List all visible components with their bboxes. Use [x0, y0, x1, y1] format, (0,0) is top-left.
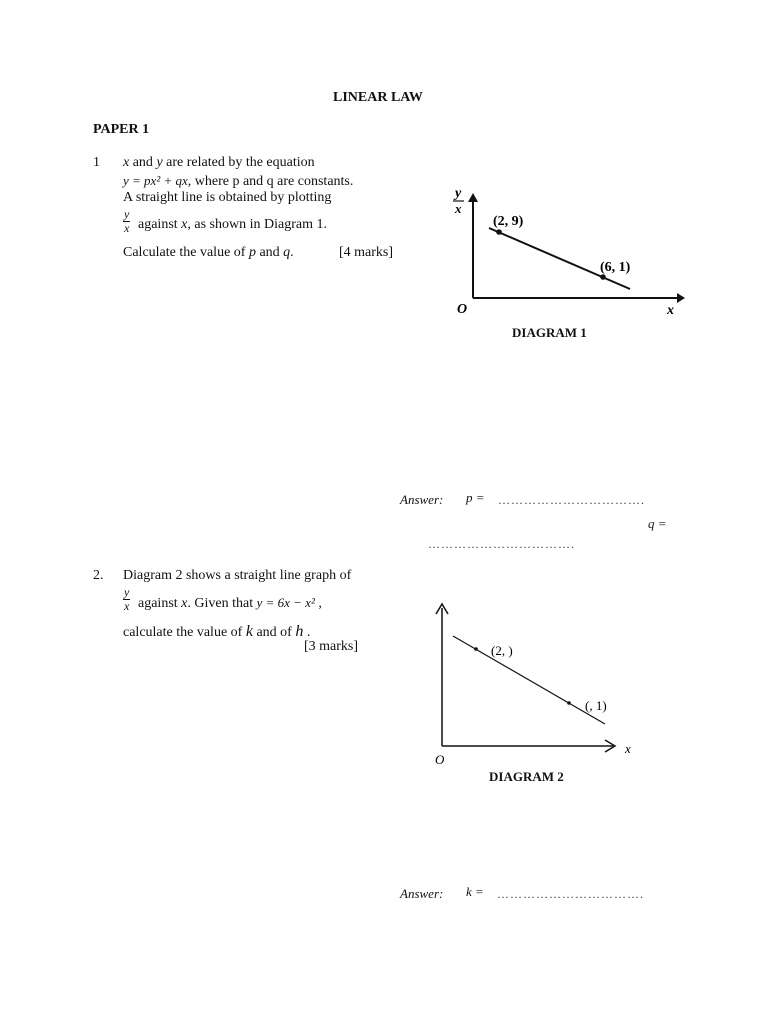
q2-fraction	[123, 586, 130, 613]
d2-x-label: x	[625, 741, 631, 756]
q1-calc-pre: Calculate the value of	[123, 245, 249, 260]
q1-line3: A straight line is obtained by plotting	[123, 190, 332, 205]
q2-against: against	[138, 596, 182, 611]
q1-line1-and: and	[129, 155, 157, 170]
d1-x-label: x	[667, 303, 674, 318]
d1-point-2	[600, 274, 606, 280]
q1-calc-q: q	[283, 245, 291, 260]
q2-answer-k-dots: …………………………….	[497, 887, 644, 901]
d1-point-1-label: (2, 9)	[493, 214, 524, 229]
d2-origin-label: O	[435, 752, 445, 767]
d1-point-2-label: (6, 1)	[600, 260, 631, 275]
q1-against-var: x	[181, 217, 188, 232]
q1-line1-end: are related by the equation	[162, 155, 315, 170]
d1-x-arrow-icon	[677, 293, 685, 303]
d1-y-label-num: y	[455, 186, 462, 201]
q1-frac-num: y	[124, 207, 130, 221]
q1-answer-q-label: q =	[648, 516, 667, 531]
q1-answer-label: Answer:	[400, 492, 444, 507]
d2-point-2-label: (, 1)	[585, 698, 607, 713]
q1-against-rest: , as shown in Diagram 1.	[187, 217, 327, 232]
d1-y-arrow-icon	[468, 193, 478, 202]
q2-calc-pre: calculate the value of	[123, 625, 246, 640]
q1-line4	[138, 217, 327, 233]
q2-marks: [3 marks]	[304, 639, 359, 654]
q2-frac-den: x	[124, 599, 130, 613]
q1-calc-and: and	[255, 245, 284, 260]
q2-given: . Given that	[187, 596, 257, 611]
q2-answer-label: Answer:	[400, 886, 444, 901]
page-title: LINEAR LAW	[333, 90, 423, 105]
q1-calc-dot: .	[290, 245, 294, 260]
q2-frac-num: y	[124, 585, 130, 599]
q1-frac-den: x	[124, 221, 130, 235]
q2-line3	[123, 623, 310, 641]
q1-var-y: y	[156, 155, 163, 170]
q2-line2	[138, 595, 322, 612]
q2-number: 2.	[93, 568, 104, 583]
q1-marks: [4 marks]	[339, 245, 394, 260]
q2-and-of: and of	[252, 625, 296, 640]
q1-line1	[123, 155, 315, 171]
q1-line5	[123, 245, 294, 261]
q1-equation-rest: , where p and q are constants.	[187, 174, 354, 189]
paper-heading: PAPER 1	[93, 122, 150, 137]
diagram2-caption: DIAGRAM 2	[489, 769, 564, 784]
q1-answer-p-dots: …………………………….	[498, 493, 645, 507]
d2-point-1-label: (2, )	[491, 643, 513, 658]
q1-line2	[123, 173, 353, 190]
q1-answer-p-label: p =	[466, 490, 485, 505]
d1-point-1	[496, 229, 502, 235]
q1-against: against	[138, 217, 182, 232]
d1-line	[489, 228, 630, 289]
q2-var-k: k	[245, 623, 253, 640]
diagram2-graph	[415, 598, 645, 773]
q2-equation-end: ,	[314, 596, 322, 611]
d1-origin-label: O	[457, 302, 468, 317]
q1-equation: y = px² + qx	[123, 173, 188, 188]
d2-point-1	[474, 647, 478, 651]
q2-dot: .	[303, 625, 311, 640]
diagram1-graph	[445, 180, 690, 320]
q2-against-var: x	[181, 596, 188, 611]
q1-fraction	[123, 208, 130, 235]
q2-answer-k-label: k =	[466, 884, 484, 899]
d1-y-label-den: x	[455, 201, 462, 216]
q2-equation: y = 6x − x²	[256, 595, 315, 610]
q2-var-h: h	[295, 623, 304, 640]
d2-point-2	[567, 701, 571, 705]
q2-line1: Diagram 2 shows a straight line graph of	[123, 568, 352, 583]
diagram1-caption: DIAGRAM 1	[512, 325, 587, 340]
q1-number: 1	[93, 155, 100, 170]
q1-answer-q-dots: …………………………….	[428, 537, 575, 551]
q1-var-x: x	[123, 155, 130, 170]
q1-calc-p: p	[248, 245, 256, 260]
